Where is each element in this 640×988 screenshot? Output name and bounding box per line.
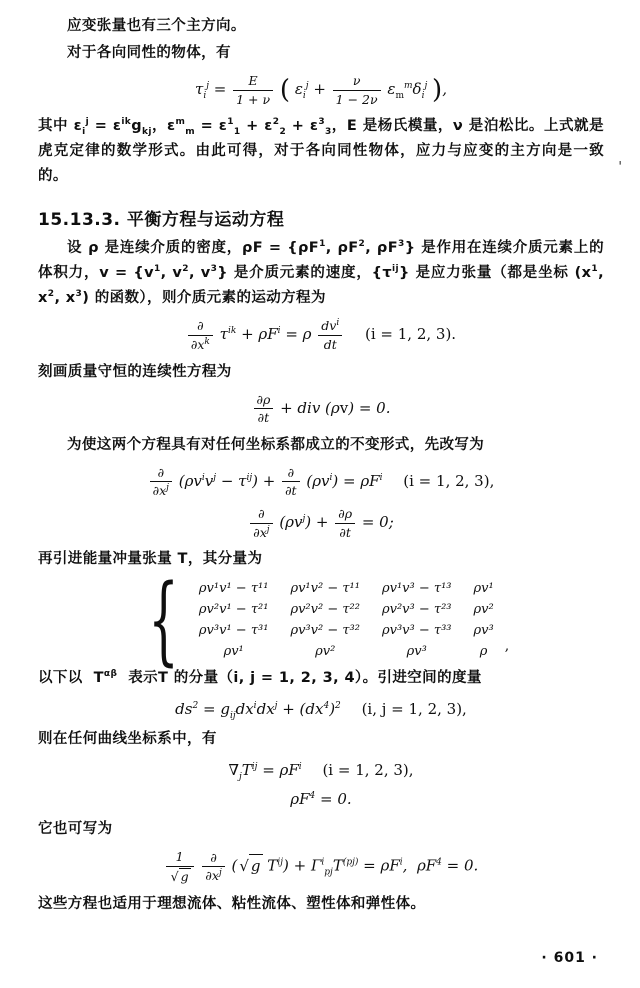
matrix-cell: ρ — [479, 644, 488, 660]
matrix-cell: ρv³v³ − τ³³ — [381, 623, 452, 639]
matrix-cell: ρv³v¹ − τ³¹ — [198, 623, 269, 639]
matrix-cell: ρv²v¹ − τ²¹ — [198, 602, 269, 618]
matrix-cell: ρv² — [315, 644, 336, 660]
matrix-row — [188, 578, 505, 599]
paragraph-curvilinear: 则在任何曲线坐标系中，有 — [38, 731, 217, 748]
paragraph-invariant-form: 为使这两个方程具有对任何坐标系都成立的不变形式，先改写为 — [67, 436, 485, 453]
paragraph-continuity: 刻画质量守恒的连续性方程为 — [38, 363, 232, 380]
equation-divergence: $\nabla_jT^{ij} = \rho F^i$ (i = 1, 2, 3), — [228, 761, 414, 783]
equation-metric: $ds^2 = g_{ij}dx^idx^j + (dx^4)^2$ (i, j = 1, 2, 3), — [175, 700, 467, 722]
paragraph-definitions-hooke: 其中 $\varepsilon_i^j = \varepsilon^{ik}g_{kj}$，$\varepsilon^m_m = \varepsilon^1_1 + \varepsilon^2_2 + \varepsilon^3_3$，E 是杨氏模量，ν 是泊松比。上式就是虎克定律的数学形式。由此可得，对于各向同性物体，应力与应变的主方向是一致的。 — [38, 117, 604, 185]
equation-expanded-divergence: $\frac{1}{√ g}$ $\frac{\partial}{\partial x^j}$ ( √ g $T^{ij}) + \Gamma^i_{pj}T^{(pj)} = \rho F^i$, $\rho F^4 = 0$. — [38, 849, 604, 884]
matrix-cell: ρv¹v¹ − τ¹¹ — [198, 581, 269, 597]
equation-continuity: $\frac{\partial\rho}{\partial t}$ + div (ρv) = 0. — [38, 392, 604, 426]
margin-tick-mark: ' — [618, 160, 622, 175]
paragraph-can-also-write: 它也可写为 — [38, 821, 113, 838]
matrix-cell: ρv³v² − τ³² — [290, 623, 360, 639]
equation-stress-strain: $\tau_i^j$ = $\frac{E}{1 + \nu}$ ( $\varepsilon_i^j$ + $\frac{\nu}{1 - 2\nu}$ $\varepsilon_m^m\delta_i^j$ ), — [195, 73, 447, 107]
paragraph-isotropic-body: 对于各向同性的物体，有 — [67, 45, 231, 61]
matrix-row — [188, 599, 505, 620]
matrix-cell: ρv¹ — [223, 644, 244, 660]
matrix-cell: ρv²v² − τ²² — [290, 602, 360, 618]
paragraph-strain-principal-directions: 应变张量也有三个主方向。 — [67, 18, 246, 34]
equation-invariant-2: $\frac{\partial}{\partial x^j}$ $(\rho v^j)$ + $\frac{\partial\rho}{\partial t}$ = 0; — [38, 506, 604, 540]
matrix-row — [188, 641, 505, 662]
equation-motion: $\frac{\partial}{\partial x^k}$ $\tau^{ik} + \rho F^i = \rho$ $\frac{dv^i}{dt}$ (i = 1, 2, 3). — [38, 318, 604, 352]
page-content — [38, 14, 604, 919]
paragraph-component-notation: 以下以 $T^{\alpha\beta}$ 表示T 的分量（i, j = 1, 2, 3, 4）。引进空间的度量 — [38, 669, 482, 687]
paragraph-energy-momentum-tensor: 再引进能量冲量张量 T，其分量为 — [38, 551, 263, 568]
matrix-trailing-comma: , — [504, 638, 510, 655]
matrix-cell: ρv² — [473, 602, 494, 618]
equation-invariant-1: $\frac{\partial}{\partial x^j}$ $(\rho v^iv^j - \tau^{ij})$ + $\frac{\partial}{\partial t}$ $(\rho v^i) = \rho F^i$ (i = 1, 2, 3), — [38, 465, 604, 499]
matrix-cell: ρv³ — [406, 644, 427, 660]
equation-f4-zero: $\rho F^4 = 0$. — [290, 790, 352, 809]
paragraph-section-intro: 设 ρ 是连续介质的密度，$\rho F = \{\rho F^1$, $\rho F^2$, $\rho F^3$} 是作用在连续介质元素上的体积力，$v = \{v^1$, $v^2$, $v^3$} 是介质元素的速度，$\{\tau^{ij}\}$ 是应力张量（都是坐标 ($x^1$, $x^2$, $x^3$) 的函数），则介质元素的运动方程为 — [38, 239, 604, 307]
page-number: · 601 · — [541, 950, 598, 966]
matrix-energy-momentum: { ρv¹v¹ − τ¹¹ ρv¹v² − τ¹¹ ρv¹v³ − τ¹³ ρv¹ ρv²v¹ − τ²¹ ρv²v² − τ²² ρv²v³ − τ²³ ρv² ρv³v¹ − τ³¹ ρv³v² − τ³² ρv³v³ − τ³³ ρv³ ρv¹ ρv² ρv³ ρ , — [148, 564, 510, 677]
matrix-cell: ρv¹ — [473, 581, 494, 597]
matrix-cell: ρv²v³ − τ²³ — [381, 602, 452, 618]
matrix-table — [188, 578, 505, 662]
paragraph-applicability: 这些方程也适用于理想流体、粘性流体、塑性体和弹性体。 — [38, 895, 426, 912]
matrix-cell: ρv¹v³ − τ¹³ — [381, 581, 452, 597]
matrix-row — [188, 620, 505, 641]
matrix-cell: ρv³ — [473, 623, 494, 639]
section-heading: 15.13.3. 平衡方程与运动方程 — [38, 210, 285, 231]
matrix-cell: ρv¹v² − τ¹¹ — [290, 581, 360, 597]
